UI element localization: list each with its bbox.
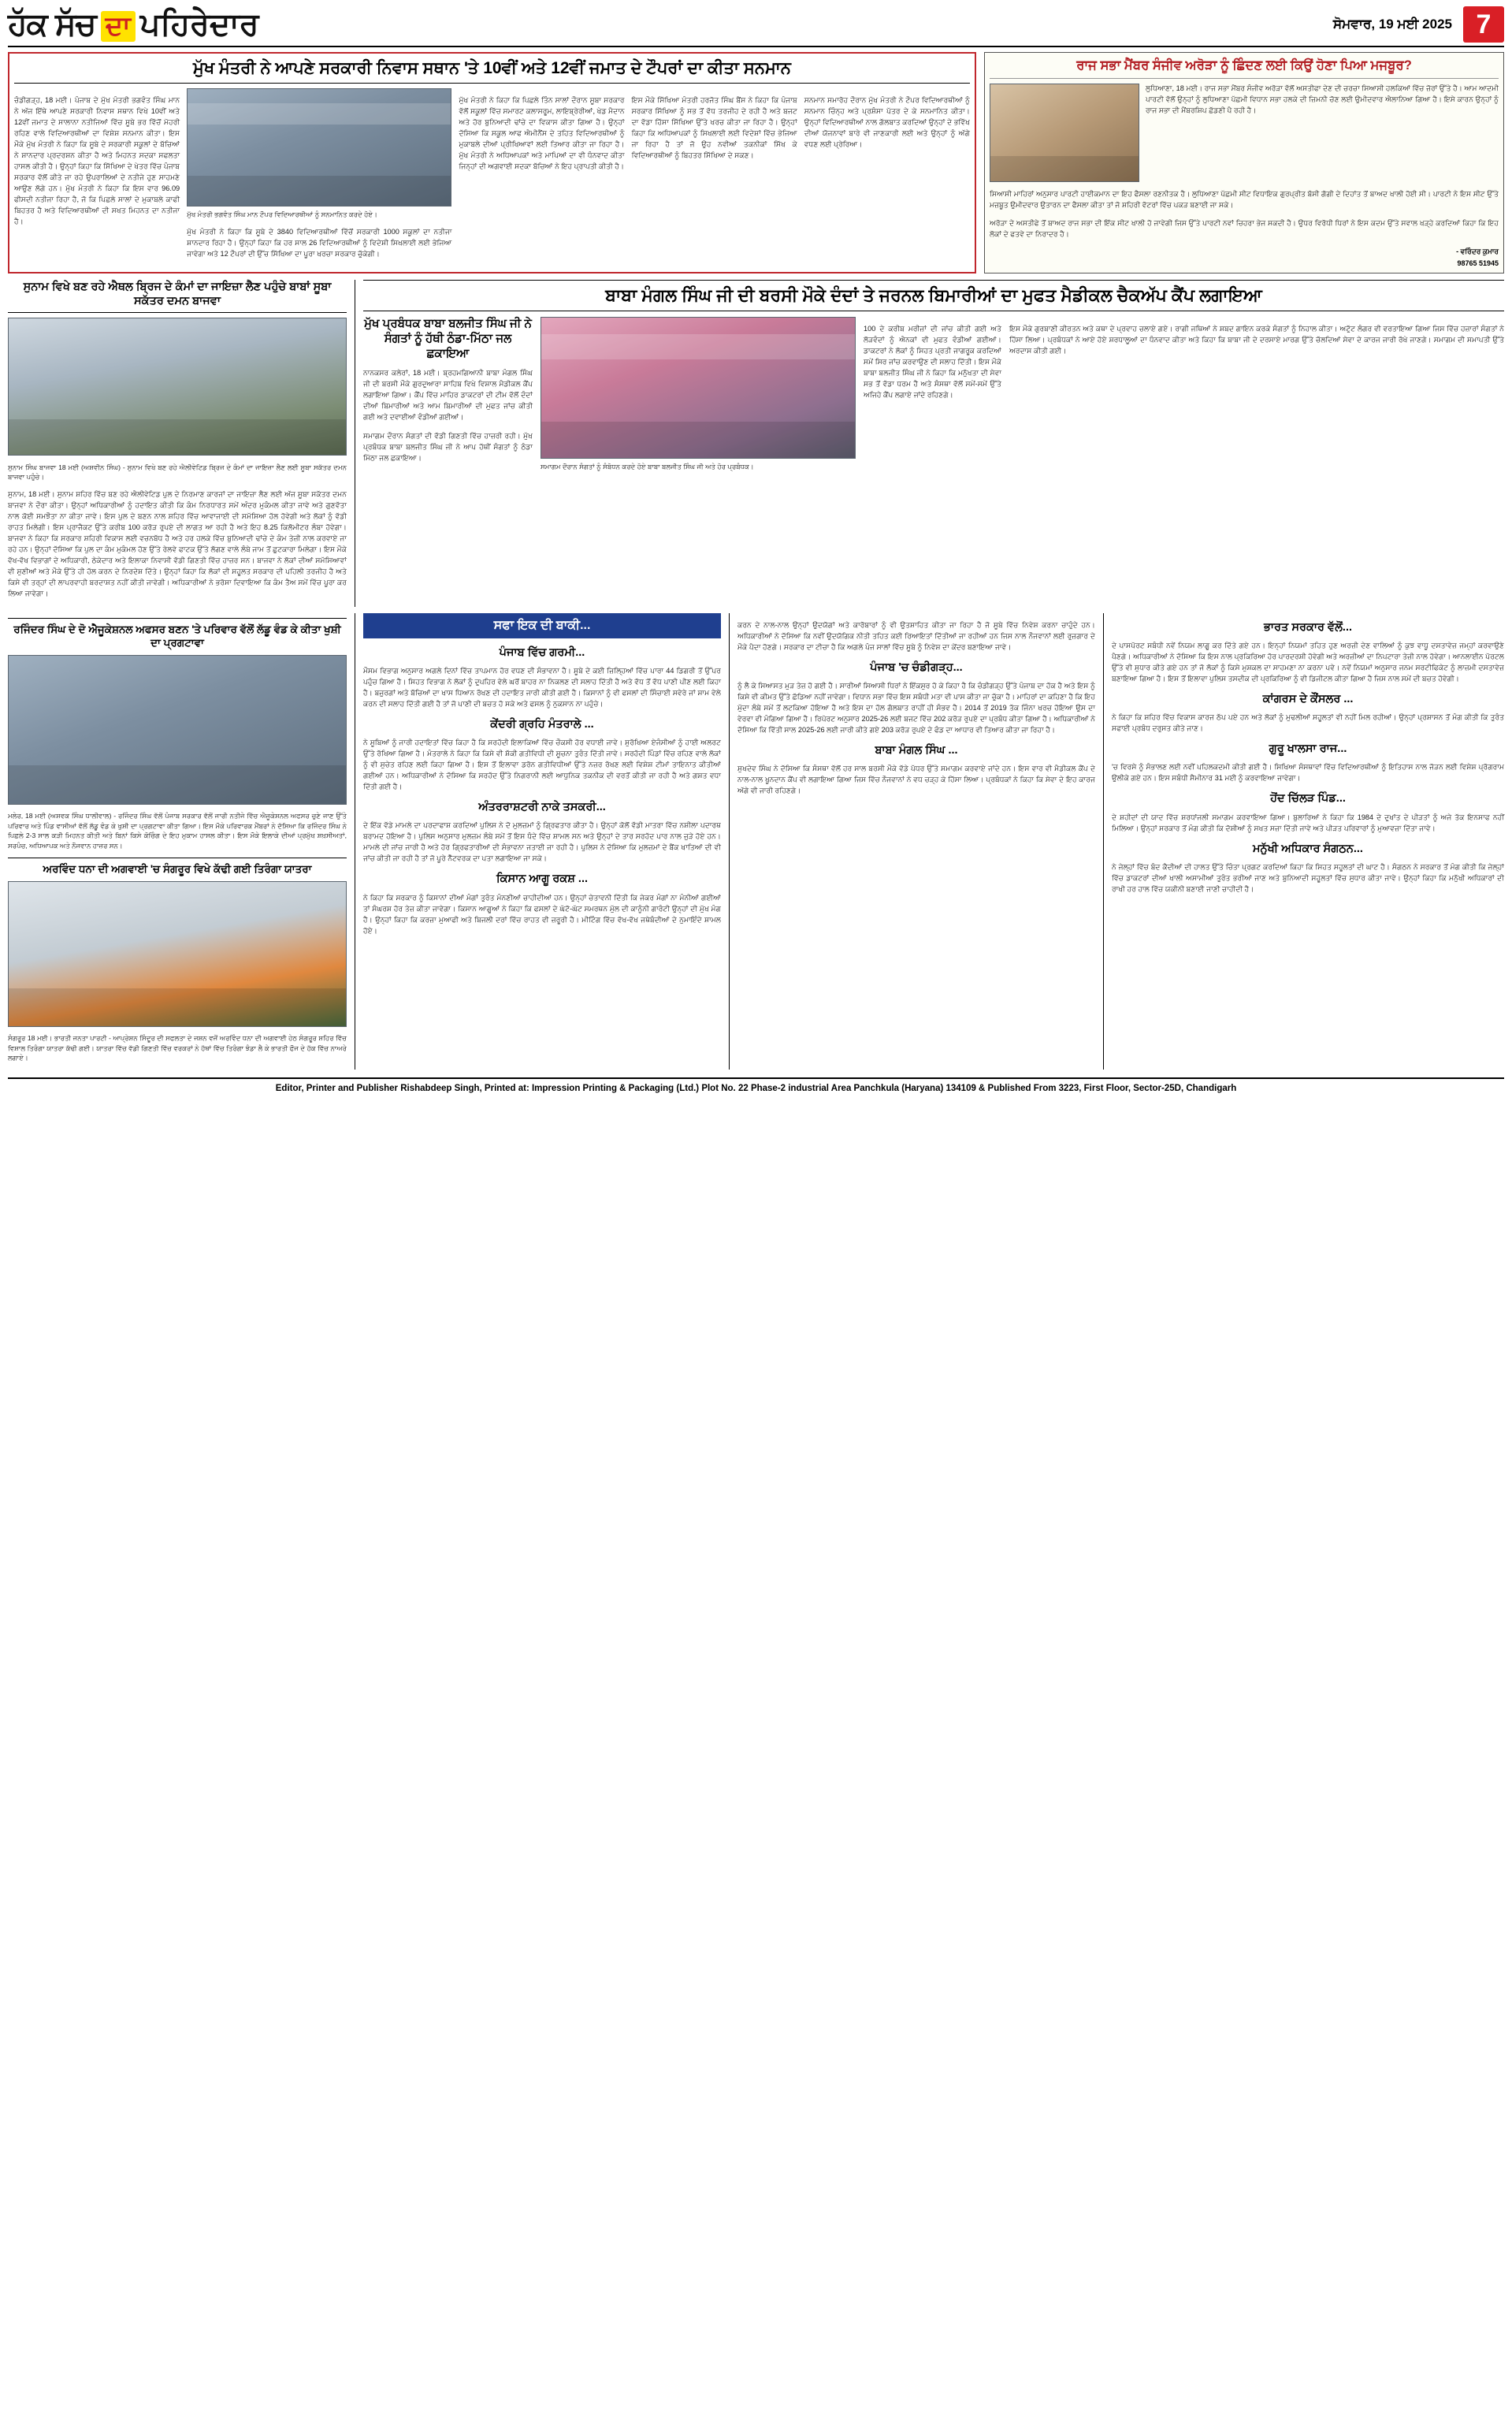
lead-photo [187,88,451,206]
rajya-sabha-para2: ਸਿਆਸੀ ਮਾਹਿਰਾਂ ਅਨੁਸਾਰ ਪਾਰਟੀ ਹਾਈਕਮਾਨ ਦਾ ਇਹ ਫੈਸਲਾ ਰਣਨੀਤਕ ਹੈ। ਲੁਧਿਆਣਾ ਪੱਛਮੀ ਸੀਟ ਵਿਧਾਇਕ ਗੁਰਪ੍ਰੀਤ ਬੱਸੀ ਗੋਗੀ ਦੇ ਦਿਹਾਂਤ ਤੋਂ ਬਾਅਦ ਖਾਲੀ ਹੋਈ ਸੀ। ਪਾਰਟੀ ਨੇ ਇਸ ਸੀਟ ਉੱਤੇ ਮਜ਼ਬੂਤ ਉਮੀਦਵਾਰ ਉਤਾਰਨ ਦਾ ਫੈਸਲਾ ਕੀਤਾ ਤਾਂ ਜੋ ਸ਼ਹਿਰੀ ਵੋਟਰਾਂ ਵਿੱਚ ਪਕੜ ਬਣਾਈ ਜਾ ਸਕੇ। [990,189,1499,209]
hond-chillar-title: ਹੋਂਦ ਚਿੱਲੜ ਪਿੰਡ... [1270,792,1346,806]
tiranga-yatra-headline: ਅਰਵਿੰਦ ਧਨਾ ਦੀ ਅਗਵਾਈ 'ਚ ਸੰਗਰੂਰ ਵਿਖੇ ਕੱਢੀ ਗਈ ਤਿਰੰਗਾ ਯਾਤਰਾ [43,862,312,875]
mangal-col2-text: 100 ਦੇ ਕਰੀਬ ਮਰੀਜ਼ਾਂ ਦੀ ਜਾਂਚ ਕੀਤੀ ਗਈ ਅਤੇ ਲੋੜਵੰਦਾਂ ਨੂੰ ਐਨਕਾਂ ਵੀ ਮੁਫਤ ਵੰਡੀਆਂ ਗਈਆਂ। ਡਾਕਟਰਾਂ ਨੇ ਲੋਕਾਂ ਨੂੰ ਸਿਹਤ ਪ੍ਰਤੀ ਜਾਗਰੂਕ ਕਰਦਿਆਂ ਸਮੇਂ ਸਿਰ ਜਾਂਚ ਕਰਵਾਉਣ ਦੀ ਸਲਾਹ ਦਿੱਤੀ। ਇਸ ਮੌਕੇ ਬਾਬਾ ਬਲਜੀਤ ਸਿੰਘ ਜੀ ਨੇ ਕਿਹਾ ਕਿ ਮਨੁੱਖਤਾ ਦੀ ਸੇਵਾ ਸਭ ਤੋਂ ਵੱਡਾ ਧਰਮ ਹੈ ਅਤੇ ਸੰਸਥਾ ਵੱਲੋਂ ਸਮੇਂ-ਸਮੇਂ ਉੱਤੇ ਅਜਿਹੇ ਕੈਂਪ ਲਗਾਏ ਜਾਂਦੇ ਰਹਿਣਗੇ। [864,325,1001,400]
second-section [8,280,1504,607]
lead-article [8,52,976,273]
mangal-singh-cont-body: ਸੁਖਦੇਵ ਸਿੰਘ ਨੇ ਦੱਸਿਆ ਕਿ ਸੰਸਥਾ ਵੱਲੋਂ ਹਰ ਸਾਲ ਬਰਸੀ ਮੌਕੇ ਵੱਡੇ ਪੱਧਰ ਉੱਤੇ ਸਮਾਗਮ ਕਰਵਾਏ ਜਾਂਦੇ ਹਨ। ਇਸ ਵਾਰ ਵੀ ਮੈਡੀਕਲ ਕੈਂਪ ਦੇ ਨਾਲ-ਨਾਲ ਖੂਨਦਾਨ ਕੈਂਪ ਵੀ ਲਗਾਇਆ ਗਿਆ ਜਿਸ ਵਿੱਚ ਨੌਜਵਾਨਾਂ ਨੇ ਵਧ ਚੜ੍ਹ ਕੇ ਹਿੱਸਾ ਲਿਆ। ਪ੍ਰਬੰਧਕਾਂ ਨੇ ਕਿਹਾ ਕਿ ਸੇਵਾ ਦੇ ਇਹ ਕਾਰਜ ਅੱਗੇ ਵੀ ਜਾਰੀ ਰਹਿਣਗੇ। [737,765,1095,795]
mangal-camp-photo [541,317,856,459]
rajya-sabha-byline: - ਵਰਿੰਦਰ ਕੁਮਾਰ [1456,247,1499,256]
masthead-right [1333,6,1504,43]
rajinder-family-photo [8,655,347,805]
masthead [8,6,1504,47]
page-number-badge: 7 [1463,6,1504,43]
mangal-singh-headline: ਬਾਬਾ ਮੰਗਲ ਸਿੰਘ ਜੀ ਦੀ ਬਰਸੀ ਮੌਕੇ ਦੰਦਾਂ ਤੇ ਜਰਨਲ ਬਿਮਾਰੀਆਂ ਦਾ ਮੁਫਤ ਮੈਡੀਕਲ ਚੈਕਅੱਪ ਕੈਂਪ ਲਗਾਇਆ [363,280,1504,311]
sunam-body: ਸੁਨਾਮ, 18 ਮਈ। ਸੁਨਾਮ ਸ਼ਹਿਰ ਵਿੱਚ ਬਣ ਰਹੇ ਐਲੀਵੇਟਿਡ ਪੁਲ ਦੇ ਨਿਰਮਾਣ ਕਾਰਜਾਂ ਦਾ ਜਾਇਜ਼ਾ ਲੈਣ ਲਈ ਅੱਜ ਸੂਬਾ ਸਕੱਤਰ ਦਮਨ ਬਾਜਵਾ ਨੇ ਦੌਰਾ ਕੀਤਾ। ਉਨ੍ਹਾਂ ਅਧਿਕਾਰੀਆਂ ਨੂੰ ਹਦਾਇਤ ਕੀਤੀ ਕਿ ਕੰਮ ਨਿਰਧਾਰਤ ਸਮੇਂ ਅੰਦਰ ਮੁਕੰਮਲ ਕੀਤਾ ਜਾਵੇ ਅਤੇ ਗੁਣਵੱਤਾ ਨਾਲ ਕੋਈ ਸਮਝੌਤਾ ਨਾ ਕੀਤਾ ਜਾਵੇ। ਇਸ ਪੁਲ ਦੇ ਬਣਨ ਨਾਲ ਸ਼ਹਿਰ ਵਿੱਚ ਆਵਾਜਾਈ ਦੀ ਸਮੱਸਿਆ ਹੱਲ ਹੋਵੇਗੀ ਅਤੇ ਲੋਕਾਂ ਨੂੰ ਵੱਡੀ ਰਾਹਤ ਮਿਲੇਗੀ। ਇਸ ਪ੍ਰਾਜੈਕਟ ਉੱਤੇ ਕਰੀਬ 100 ਕਰੋੜ ਰੁਪਏ ਦੀ ਲਾਗਤ ਆ ਰਹੀ ਹੈ ਅਤੇ ਇਹ 8.25 ਕਿਲੋਮੀਟਰ ਲੰਬਾ ਹੋਵੇਗਾ। ਬਾਜਵਾ ਨੇ ਕਿਹਾ ਕਿ ਸਰਕਾਰ ਸ਼ਹਿਰੀ ਵਿਕਾਸ ਲਈ ਵਚਨਬੱਧ ਹੈ ਅਤੇ ਹਰ ਹਲਕੇ ਵਿੱਚ ਬੁਨਿਆਦੀ ਢਾਂਚੇ ਦੇ ਕੰਮ ਤੇਜ਼ੀ ਨਾਲ ਕਰਵਾਏ ਜਾ ਰਹੇ ਹਨ। ਉਨ੍ਹਾਂ ਦੱਸਿਆ ਕਿ ਪੁਲ ਦਾ ਕੰਮ ਮੁਕੰਮਲ ਹੋਣ ਉੱਤੇ ਰੇਲਵੇ ਫਾਟਕ ਉੱਤੇ ਲੱਗਣ ਵਾਲੇ ਲੰਬੇ ਜਾਮ ਤੋਂ ਛੁਟਕਾਰਾ ਮਿਲੇਗਾ। ਇਸ ਮੌਕੇ ਵੱਖ-ਵੱਖ ਵਿਭਾਗਾਂ ਦੇ ਅਧਿਕਾਰੀ, ਠੇਕੇਦਾਰ ਅਤੇ ਇਲਾਕਾ ਨਿਵਾਸੀ ਵੱਡੀ ਗਿਣਤੀ ਵਿੱਚ ਹਾਜ਼ਰ ਸਨ। ਬਾਜਵਾ ਨੇ ਲੋਕਾਂ ਦੀਆਂ ਸਮੱਸਿਆਵਾਂ ਵੀ ਸੁਣੀਆਂ ਅਤੇ ਮੌਕੇ ਉੱਤੇ ਹੀ ਹੱਲ ਕਰਨ ਦੇ ਨਿਰਦੇਸ਼ ਦਿੱਤੇ। ਉਨ੍ਹਾਂ ਕਿਹਾ ਕਿ ਲੋਕਾਂ ਦੀ ਸਹੂਲਤ ਸਰਕਾਰ ਦੀ ਪਹਿਲੀ ਤਰਜੀਹ ਹੈ ਅਤੇ ਕਿਸੇ ਵੀ ਤਰ੍ਹਾਂ ਦੀ ਲਾਪਰਵਾਹੀ ਬਰਦਾਸ਼ਤ ਨਹੀਂ ਕੀਤੀ ਜਾਵੇਗੀ। ਅਧਿਕਾਰੀਆਂ ਨੇ ਭਰੋਸਾ ਦਿਵਾਇਆ ਕਿ ਕੰਮ ਤੈਅ ਸਮੇਂ ਵਿੱਚ ਪੂਰਾ ਕਰ ਲਿਆ ਜਾਵੇਗਾ। [8,489,347,597]
sunam-bridge-article [8,280,347,607]
page-footer: Editor, Printer and Publisher Rishabdeep Singh, Printed at: Impression Printing & Packaging (Ltd.) Plot No. 22 Phase-2 industrial Area Panchkula (Haryana) 134109 & Published From 3223, First Floor, Sector-25D, Chandigarh [8,1077,1504,1099]
lead-col2-text: ਮੁੱਖ ਮੰਤਰੀ ਨੇ ਕਿਹਾ ਕਿ ਪਿਛਲੇ ਤਿੰਨ ਸਾਲਾਂ ਦੌਰਾਨ ਸੂਬਾ ਸਰਕਾਰ ਵੱਲੋਂ ਸਕੂਲਾਂ ਵਿੱਚ ਸਮਾਰਟ ਕਲਾਸਰੂਮ, ਲਾਇਬ੍ਰੇਰੀਆਂ, ਖੇਡ ਮੈਦਾਨ ਅਤੇ ਹੋਰ ਬੁਨਿਆਦੀ ਢਾਂਚੇ ਦਾ ਵਿਕਾਸ ਕੀਤਾ ਗਿਆ ਹੈ। ਉਨ੍ਹਾਂ ਦੱਸਿਆ ਕਿ ਸਕੂਲ ਆਫ ਐਮੀਨੈਂਸ ਦੇ ਤਹਿਤ ਵਿਦਿਆਰਥੀਆਂ ਨੂੰ ਮੁਕਾਬਲੇ ਦੀਆਂ ਪ੍ਰੀਖਿਆਵਾਂ ਲਈ ਤਿਆਰ ਕੀਤਾ ਜਾ ਰਿਹਾ ਹੈ। ਮੁੱਖ ਮੰਤਰੀ ਨੇ ਅਧਿਆਪਕਾਂ ਅਤੇ ਮਾਪਿਆਂ ਦਾ ਵੀ ਧੰਨਵਾਦ ਕੀਤਾ ਜਿਨ੍ਹਾਂ ਦੀ ਅਗਵਾਈ ਸਦਕਾ ਬੱਚਿਆਂ ਨੇ ਇਹ ਪ੍ਰਾਪਤੀ ਕੀਤੀ ਹੈ। [459,96,625,171]
rajya-sabha-phone: 98765 51945 [1457,259,1499,268]
lead-col-2 [459,88,624,267]
mangal-col-3 [1009,317,1504,478]
sunam-headline: ਸੁਨਾਮ ਵਿਖੇ ਬਣ ਰਹੇ ਐਥਲ ਬ੍ਰਿਜ ਦੇ ਕੰਮਾਂ ਦਾ ਜਾਇਜ਼ਾ ਲੈਣ ਪਹੁੰਚੇ ਬਾਬਾਂ ਸੂਬਾ ਸਕੱਤਰ ਦਮਨ ਬਾਜਵਾ [8,280,347,313]
chandigarh-title: ਪੰਜਾਬ 'ਚ ਚੰਡੀਗੜ੍ਹ... [870,661,963,675]
continued-band: ਸਫਾ ਇਕ ਦੀ ਬਾਕੀ... [363,613,721,638]
rajya-sabha-top [990,84,1499,182]
main-content-grid [8,613,1504,1070]
human-rights-body: ਨੇ ਜੇਲ੍ਹਾਂ ਵਿੱਚ ਬੰਦ ਕੈਦੀਆਂ ਦੀ ਹਾਲਤ ਉੱਤੇ ਚਿੰਤਾ ਪ੍ਰਗਟ ਕਰਦਿਆਂ ਕਿਹਾ ਕਿ ਸਿਹਤ ਸਹੂਲਤਾਂ ਦੀ ਘਾਟ ਹੈ। ਸੰਗਠਨ ਨੇ ਸਰਕਾਰ ਤੋਂ ਮੰਗ ਕੀਤੀ ਕਿ ਜੇਲ੍ਹਾਂ ਵਿੱਚ ਡਾਕਟਰਾਂ ਦੀਆਂ ਖਾਲੀ ਅਸਾਮੀਆਂ ਤੁਰੰਤ ਭਰੀਆਂ ਜਾਣ ਅਤੇ ਬੁਨਿਆਦੀ ਸਹੂਲਤਾਂ ਵਿੱਚ ਸੁਧਾਰ ਕੀਤਾ ਜਾਵੇ। ਉਨ੍ਹਾਂ ਕਿਹਾ ਕਿ ਮਨੁੱਖੀ ਅਧਿਕਾਰਾਂ ਦੀ ਰਾਖੀ ਹਰ ਹਾਲ ਵਿੱਚ ਯਕੀਨੀ ਬਣਾਈ ਜਾਣੀ ਚਾਹੀਦੀ ਹੈ। [1112,862,1504,893]
column-d [1103,613,1504,1070]
lead-col3-text: ਇਸ ਮੌਕੇ ਸਿੱਖਿਆ ਮੰਤਰੀ ਹਰਜੋਤ ਸਿੰਘ ਬੈਂਸ ਨੇ ਕਿਹਾ ਕਿ ਪੰਜਾਬ ਸਰਕਾਰ ਸਿੱਖਿਆ ਨੂੰ ਸਭ ਤੋਂ ਵੱਧ ਤਰਜੀਹ ਦੇ ਰਹੀ ਹੈ ਅਤੇ ਬਜਟ ਦਾ ਵੱਡਾ ਹਿੱਸਾ ਸਿੱਖਿਆ ਉੱਤੇ ਖਰਚ ਕੀਤਾ ਜਾ ਰਿਹਾ ਹੈ। ਉਨ੍ਹਾਂ ਕਿਹਾ ਕਿ ਅਧਿਆਪਕਾਂ ਨੂੰ ਸਿਖਲਾਈ ਲਈ ਵਿਦੇਸ਼ਾਂ ਵਿੱਚ ਭੇਜਿਆ ਜਾ ਰਿਹਾ ਹੈ ਤਾਂ ਜੋ ਉਹ ਨਵੀਆਂ ਤਕਨੀਕਾਂ ਸਿੱਖ ਕੇ ਵਿਦਿਆਰਥੀਆਂ ਨੂੰ ਬਿਹਤਰ ਸਿੱਖਿਆ ਦੇ ਸਕਣ। [631,96,797,160]
khalsa-raj-body: 'ਚ ਵਿਰਸੇ ਨੂੰ ਸੰਭਾਲਣ ਲਈ ਨਵੀਂ ਪਹਿਲਕਦਮੀ ਕੀਤੀ ਗਈ ਹੈ। ਸਿਖਿਆ ਸੰਸਥਾਵਾਂ ਵਿੱਚ ਵਿਦਿਆਰਥੀਆਂ ਨੂੰ ਇਤਿਹਾਸ ਨਾਲ ਜੋੜਨ ਲਈ ਵਿਸ਼ੇਸ਼ ਪ੍ਰੋਗਰਾਮ ਉਲੀਕੇ ਗਏ ਹਨ। ਇਸ ਸਬੰਧੀ ਸੈਮੀਨਾਰ 31 ਮਈ ਨੂੰ ਕਰਵਾਇਆ ਜਾਵੇਗਾ। [1112,763,1504,783]
smuggling-title: ਅੰਤਰਰਾਸ਼ਟਰੀ ਨਾਕੇ ਤਸਕਰੀ... [478,801,606,814]
mangal-col-1 [363,317,533,478]
column-b [355,613,721,1070]
govt-india-title: ਭਾਰਤ ਸਰਕਾਰ ਵੱਲੋਂ... [1264,621,1352,634]
tiranga-yatra-photo [8,881,347,1027]
mangal-singh-cont-title: ਬਾਬਾ ਮੰਗਲ ਸਿੰਘ ... [875,744,958,757]
mangal-singh-columns [363,317,1504,478]
rajya-sabha-article [984,52,1504,273]
lead-photo-caption: ਮੁੱਖ ਮੰਤਰੀ ਭਗਵੰਤ ਸਿੰਘ ਮਾਨ ਟੌਪਰ ਵਿਦਿਆਰਥੀਆਂ ਨੂੰ ਸਨਮਾਨਿਤ ਕਰਦੇ ਹੋਏ। [187,210,377,219]
mangal-singh-article [355,280,1504,607]
chandigarh-body: ਨੂੰ ਲੈ ਕੇ ਸਿਆਸਤ ਮੁੜ ਤੇਜ਼ ਹੋ ਗਈ ਹੈ। ਸਾਰੀਆਂ ਸਿਆਸੀ ਧਿਰਾਂ ਨੇ ਇੱਕਸੁਰ ਹੋ ਕੇ ਕਿਹਾ ਹੈ ਕਿ ਚੰਡੀਗੜ੍ਹ ਉੱਤੇ ਪੰਜਾਬ ਦਾ ਹੱਕ ਹੈ ਅਤੇ ਇਸ ਨੂੰ ਕਿਸੇ ਵੀ ਕੀਮਤ ਉੱਤੇ ਛੱਡਿਆ ਨਹੀਂ ਜਾਵੇਗਾ। ਵਿਧਾਨ ਸਭਾ ਵਿੱਚ ਇਸ ਸਬੰਧੀ ਮਤਾ ਵੀ ਪਾਸ ਕੀਤਾ ਜਾ ਚੁੱਕਾ ਹੈ। ਮਾਹਿਰਾਂ ਦਾ ਕਹਿਣਾ ਹੈ ਕਿ ਇਹ ਮੁੱਦਾ ਲੰਬੇ ਸਮੇਂ ਤੋਂ ਲਟਕਿਆ ਹੋਇਆ ਹੈ ਅਤੇ ਇਸ ਦਾ ਹੱਲ ਗੱਲਬਾਤ ਰਾਹੀਂ ਹੀ ਸੰਭਵ ਹੈ। 2014 ਤੋਂ 2019 ਤੱਕ ਜਿੰਨਾ ਖਰਚ ਹੋਇਆ ਉਸ ਦਾ ਵੇਰਵਾ ਵੀ ਮੰਗਿਆ ਗਿਆ ਹੈ। ਰਿਪੋਰਟ ਅਨੁਸਾਰ 2025-26 ਲਈ ਬਜਟ ਵਿੱਚ 202 ਕਰੋੜ ਰੁਪਏ ਦਾ ਪ੍ਰਬੰਧ ਕੀਤਾ ਗਿਆ ਹੈ। ਅਧਿਕਾਰੀਆਂ ਨੇ ਦੱਸਿਆ ਕਿ ਵਿੱਤੀ ਸਾਲ 2025-26 ਲਈ ਜਾਰੀ ਕੀਤੇ ਗਏ 203 ਕਰੋੜ ਰੁਪਏ ਦੇ ਫੰਡ ਦਾ ਆਧਾਰ ਵੀ ਤਿਆਰ ਕੀਤਾ ਜਾ ਰਿਹਾ ਹੈ। [737,682,1095,735]
issue-date: ਸੋਮਵਾਰ, 19 ਮਈ 2025 [1332,17,1452,32]
sanjeev-arora-portrait [990,84,1139,182]
congress-councillor-title: ਕਾਂਗਰਸ ਦੇ ਕੌਂਸਲਰ ... [1262,693,1354,706]
lead-col-3 [632,88,797,267]
heat-title: ਪੰਜਾਬ ਵਿੱਚ ਗਰਮੀ... [499,646,585,659]
farmer-leader-title: ਕਿਸਾਨ ਆਗੂ ਰਕਸ਼ ... [496,872,588,886]
mangal-photo-caption: ਸਮਾਗਮ ਦੌਰਾਨ ਸੰਗਤਾਂ ਨੂੰ ਸੰਬੋਧਨ ਕਰਦੇ ਹੋਏ ਬਾਬਾ ਬਲਜੀਤ ਸਿੰਘ ਜੀ ਅਤੇ ਹੋਰ ਪ੍ਰਬੰਧਕ। [541,463,754,471]
mangal-col1-text: ਨਾਨਕਸਰ ਕਲੇਰਾਂ, 18 ਮਈ। ਬ੍ਰਹਮਗਿਆਨੀ ਬਾਬਾ ਮੰਗਲ ਸਿੰਘ ਜੀ ਦੀ ਬਰਸੀ ਮੌਕੇ ਗੁਰਦੁਆਰਾ ਸਾਹਿਬ ਵਿਖੇ ਵਿਸ਼ਾਲ ਮੈਡੀਕਲ ਕੈਂਪ ਲਗਾਇਆ ਗਿਆ। ਕੈਂਪ ਵਿੱਚ ਮਾਹਿਰ ਡਾਕਟਰਾਂ ਦੀ ਟੀਮ ਵੱਲੋਂ ਦੰਦਾਂ ਦੀਆਂ ਬਿਮਾਰੀਆਂ ਅਤੇ ਆਮ ਬਿਮਾਰੀਆਂ ਦੀ ਮੁਫਤ ਜਾਂਚ ਕੀਤੀ ਗਈ ਅਤੇ ਦਵਾਈਆਂ ਵੰਡੀਆਂ ਗਈਆਂ। [363,369,533,422]
newspaper-logo [8,7,259,43]
logo-main-text: ਹੱਕ ਸੱਚ [8,6,96,42]
lead-col-photo [187,88,451,267]
lead-headline: ਮੁੱਖ ਮੰਤਰੀ ਨੇ ਆਪਣੇ ਸਰਕਾਰੀ ਨਿਵਾਸ ਸਥਾਨ 'ਤੇ 10ਵੀਂ ਅਤੇ 12ਵੀਂ ਜਮਾਤ ਦੇ ਟੌਪਰਾਂ ਦਾ ਕੀਤਾ ਸਨਮਾਨ [14,58,970,84]
farmer-leader-body: ਨੇ ਕਿਹਾ ਕਿ ਸਰਕਾਰ ਨੂੰ ਕਿਸਾਨਾਂ ਦੀਆਂ ਮੰਗਾਂ ਤੁਰੰਤ ਮੰਨਣੀਆਂ ਚਾਹੀਦੀਆਂ ਹਨ। ਉਨ੍ਹਾਂ ਚੇਤਾਵਨੀ ਦਿੱਤੀ ਕਿ ਜੇਕਰ ਮੰਗਾਂ ਨਾ ਮੰਨੀਆਂ ਗਈਆਂ ਤਾਂ ਸੰਘਰਸ਼ ਹੋਰ ਤੇਜ਼ ਕੀਤਾ ਜਾਵੇਗਾ। ਕਿਸਾਨ ਆਗੂਆਂ ਨੇ ਕਿਹਾ ਕਿ ਫਸਲਾਂ ਦੇ ਘੱਟੋ-ਘੱਟ ਸਮਰਥਨ ਮੁੱਲ ਦੀ ਕਾਨੂੰਨੀ ਗਾਰੰਟੀ ਉਨ੍ਹਾਂ ਦੀ ਮੁੱਖ ਮੰਗ ਹੈ। ਉਨ੍ਹਾਂ ਕਿਹਾ ਕਿ ਕਰਜ਼ਾ ਮੁਆਫੀ ਅਤੇ ਬਿਜਲੀ ਦਰਾਂ ਵਿੱਚ ਰਾਹਤ ਵੀ ਜ਼ਰੂਰੀ ਹੈ। ਮੀਟਿੰਗ ਵਿੱਚ ਵੱਖ-ਵੱਖ ਜਥੇਬੰਦੀਆਂ ਦੇ ਨੁਮਾਇੰਦੇ ਸ਼ਾਮਲ ਹੋਏ। [363,893,721,935]
sunam-photo [8,318,347,456]
mangal-col-photo [541,317,856,478]
rajya-sabha-para3: ਅਰੋੜਾ ਦੇ ਅਸਤੀਫੇ ਤੋਂ ਬਾਅਦ ਰਾਜ ਸਭਾ ਦੀ ਇੱਕ ਸੀਟ ਖਾਲੀ ਹੋ ਜਾਵੇਗੀ ਜਿਸ ਉੱਤੇ ਪਾਰਟੀ ਨਵਾਂ ਚਿਹਰਾ ਭੇਜ ਸਕਦੀ ਹੈ। ਉਧਰ ਵਿਰੋਧੀ ਧਿਰਾਂ ਨੇ ਇਸ ਕਦਮ ਉੱਤੇ ਸਵਾਲ ਖੜ੍ਹੇ ਕਰਦਿਆਂ ਕਿਹਾ ਕਿ ਇਹ ਲੋਕਾਂ ਦੇ ਫਤਵੇ ਦਾ ਨਿਰਾਦਰ ਹੈ। [990,218,1499,238]
home-ministry-title: ਕੇਂਦਰੀ ਗ੍ਰਹਿ ਮੰਤਰਾਲੇ ... [490,718,594,731]
rajinder-caption: ਮਲੇਰ, 18 ਮਈ (ਅਸ਼ਵਕ ਸਿੰਘ ਧਾਲੀਵਾਲ) - ਰਜਿੰਦਰ ਸਿੰਘ ਵੱਲੋਂ ਪੰਜਾਬ ਸਰਕਾਰ ਵੱਲੋਂ ਜਾਰੀ ਨਤੀਜੇ ਵਿੱਚ ਐਜੂਕੇਸ਼ਨਲ ਅਫਸਰ ਚੁਣੇ ਜਾਣ ਉੱਤੇ ਪਰਿਵਾਰ ਅਤੇ ਪਿੰਡ ਵਾਸੀਆਂ ਵੱਲੋਂ ਲੱਡੂ ਵੰਡ ਕੇ ਖੁਸ਼ੀ ਦਾ ਪ੍ਰਗਟਾਵਾ ਕੀਤਾ ਗਿਆ। ਇਸ ਮੌਕੇ ਪਰਿਵਾਰਕ ਮੈਂਬਰਾਂ ਨੇ ਦੱਸਿਆ ਕਿ ਰਜਿੰਦਰ ਸਿੰਘ ਨੇ ਪਿਛਲੇ 2-3 ਸਾਲ ਕੜੀ ਮਿਹਨਤ ਕੀਤੀ ਅਤੇ ਬਿਨਾਂ ਕਿਸੇ ਕੋਚਿੰਗ ਦੇ ਇਹ ਮੁਕਾਮ ਹਾਸਲ ਕੀਤਾ। ਇਸ ਮੌਕੇ ਇਲਾਕੇ ਦੀਆਂ ਪ੍ਰਮੁੱਖ ਸ਼ਖ਼ਸੀਅਤਾਂ, ਸਰਪੰਚ, ਅਧਿਆਪਕ ਅਤੇ ਨੌਜਵਾਨ ਹਾਜ਼ਰ ਸਨ। [8,812,347,850]
lead-columns [14,88,970,267]
mangal-sub-headline: ਮੁੱਖ ਪ੍ਰਬੰਧਕ ਬਾਬਾ ਬਲਜੀਤ ਸਿੰਘ ਜੀ ਨੇ ਸੰਗਤਾਂ ਨੂੰ ਹੱਥੀ ਠੰਡਾ-ਮਿੱਠਾ ਜਲ ਛਕਾਇਆ [364,317,532,360]
human-rights-title: ਮਨੁੱਖੀ ਅਧਿਕਾਰ ਸੰਗਠਨ... [1253,842,1363,855]
logo-accent-text: ਦਾ [101,11,136,42]
sunam-caption: ਸੁਨਾਮ ਸਿੰਘ ਬਾਜਵਾ 18 ਮਈ (ਅਸ਼ਵੀਨ ਸਿੰਘ) - ਸੁਨਾਮ ਵਿਖੇ ਬਣ ਰਹੇ ਐਲੀਵੇਟਿਡ ਬ੍ਰਿਜ ਦੇ ਕੰਮਾਂ ਦਾ ਜਾਇਜ਼ਾ ਲੈਣ ਲਈ ਸੂਬਾ ਸਕੱਤਰ ਦਮਨ ਬਾਜਵਾ ਪਹੁੰਚੇ। [8,463,347,482]
rajya-sabha-para1: ਲੁਧਿਆਣਾ, 18 ਮਈ। ਰਾਜ ਸਭਾ ਮੈਂਬਰ ਸੰਜੀਵ ਅਰੋੜਾ ਵੱਲੋਂ ਅਸਤੀਫਾ ਦੇਣ ਦੀ ਚਰਚਾ ਸਿਆਸੀ ਹਲਕਿਆਂ ਵਿੱਚ ਜ਼ੋਰਾਂ ਉੱਤੇ ਹੈ। ਆਮ ਆਦਮੀ ਪਾਰਟੀ ਵੱਲੋਂ ਉਨ੍ਹਾਂ ਨੂੰ ਲੁਧਿਆਣਾ ਪੱਛਮੀ ਵਿਧਾਨ ਸਭਾ ਹਲਕੇ ਦੀ ਜ਼ਿਮਨੀ ਚੋਣ ਲਈ ਉਮੀਦਵਾਰ ਐਲਾਨਿਆ ਗਿਆ ਹੈ। ਇਸੇ ਕਾਰਨ ਉਨ੍ਹਾਂ ਨੂੰ ਰਾਜ ਸਭਾ ਦੀ ਮੈਂਬਰਸ਼ਿਪ ਛੱਡਣੀ ਪੈ ਰਹੀ ਹੈ। [1146,84,1499,114]
mangal-col-2 [864,317,1001,478]
col-c-body-1: ਕਰਨ ਦੇ ਨਾਲ-ਨਾਲ ਉਨ੍ਹਾਂ ਉਦਯੋਗਾਂ ਅਤੇ ਕਾਰੋਬਾਰਾਂ ਨੂੰ ਵੀ ਉਤਸ਼ਾਹਿਤ ਕੀਤਾ ਜਾ ਰਿਹਾ ਹੈ ਜੋ ਸੂਬੇ ਵਿੱਚ ਨਿਵੇਸ਼ ਕਰਨਾ ਚਾਹੁੰਦੇ ਹਨ। ਅਧਿਕਾਰੀਆਂ ਨੇ ਦੱਸਿਆ ਕਿ ਨਵੀਂ ਉਦਯੋਗਿਕ ਨੀਤੀ ਤਹਿਤ ਕਈ ਰਿਆਇਤਾਂ ਦਿੱਤੀਆਂ ਜਾ ਰਹੀਆਂ ਹਨ ਜਿਸ ਨਾਲ ਨੌਜਵਾਨਾਂ ਲਈ ਰੁਜ਼ਗਾਰ ਦੇ ਮੌਕੇ ਪੈਦਾ ਹੋਣਗੇ। ਸਰਕਾਰ ਦਾ ਟੀਚਾ ਹੈ ਕਿ ਅਗਲੇ ਪੰਜ ਸਾਲਾਂ ਵਿੱਚ ਸੂਬੇ ਨੂੰ ਨਿਵੇਸ਼ ਦਾ ਕੇਂਦਰ ਬਣਾਇਆ ਜਾਵੇ। [737,621,1095,652]
lead-col-4 [804,88,970,267]
mangal-col3-text: ਇਸ ਮੌਕੇ ਗੁਰਬਾਣੀ ਕੀਰਤਨ ਅਤੇ ਕਥਾ ਦੇ ਪ੍ਰਵਾਹ ਚਲਾਏ ਗਏ। ਰਾਗੀ ਜਥਿਆਂ ਨੇ ਸ਼ਬਦ ਗਾਇਨ ਕਰਕੇ ਸੰਗਤਾਂ ਨੂੰ ਨਿਹਾਲ ਕੀਤਾ। ਅਟੁੱਟ ਲੰਗਰ ਵੀ ਵਰਤਾਇਆ ਗਿਆ ਜਿਸ ਵਿੱਚ ਹਜ਼ਾਰਾਂ ਸੰਗਤਾਂ ਨੇ ਹਿੱਸਾ ਲਿਆ। ਪ੍ਰਬੰਧਕਾਂ ਨੇ ਆਏ ਹੋਏ ਸ਼ਰਧਾਲੂਆਂ ਦਾ ਧੰਨਵਾਦ ਕੀਤਾ ਅਤੇ ਕਿਹਾ ਕਿ ਬਾਬਾ ਜੀ ਦੇ ਦਰਸਾਏ ਮਾਰਗ ਉੱਤੇ ਚੱਲਦਿਆਂ ਸੇਵਾ ਦੇ ਕਾਰਜ ਜਾਰੀ ਰੱਖੇ ਜਾਣਗੇ। ਸਮਾਗਮ ਦੀ ਸਮਾਪਤੀ ਉੱਤੇ ਅਰਦਾਸ ਕੀਤੀ ਗਈ। [1009,325,1504,355]
khalsa-raj-title: ਗੁਰੂ ਖਾਲਸਾ ਰਾਜ... [1269,742,1347,756]
mangal-col1b-text: ਸਮਾਗਮ ਦੌਰਾਨ ਸੰਗਤਾਂ ਦੀ ਵੱਡੀ ਗਿਣਤੀ ਵਿੱਚ ਹਾਜ਼ਰੀ ਰਹੀ। ਮੁੱਖ ਪ੍ਰਬੰਧਕ ਬਾਬਾ ਬਲਜੀਤ ਸਿੰਘ ਜੀ ਨੇ ਆਪ ਹੱਥੀਂ ਸੰਗਤਾਂ ਨੂੰ ਠੰਡਾ ਮਿੱਠਾ ਜਲ ਛਕਾਇਆ। [363,431,533,462]
logo-sub-text: ਪਹਿਰੇਦਾਰ [139,6,259,42]
column-c [729,613,1095,1070]
congress-councillor-body: ਨੇ ਕਿਹਾ ਕਿ ਸ਼ਹਿਰ ਵਿੱਚ ਵਿਕਾਸ ਕਾਰਜ ਠੱਪ ਪਏ ਹਨ ਅਤੇ ਲੋਕਾਂ ਨੂੰ ਮੁਢਲੀਆਂ ਸਹੂਲਤਾਂ ਵੀ ਨਹੀਂ ਮਿਲ ਰਹੀਆਂ। ਉਨ੍ਹਾਂ ਪ੍ਰਸ਼ਾਸਨ ਤੋਂ ਮੰਗ ਕੀਤੀ ਕਿ ਤੁਰੰਤ ਸਫਾਈ ਪ੍ਰਬੰਧ ਦਰੁਸਤ ਕੀਤੇ ਜਾਣ। [1112,713,1504,733]
lead-col1-text: ਚੰਡੀਗੜ੍ਹ, 18 ਮਈ। ਪੰਜਾਬ ਦੇ ਮੁੱਖ ਮੰਤਰੀ ਭਗਵੰਤ ਸਿੰਘ ਮਾਨ ਨੇ ਅੱਜ ਇੱਥੇ ਆਪਣੇ ਸਰਕਾਰੀ ਨਿਵਾਸ ਸਥਾਨ ਵਿਖੇ 10ਵੀਂ ਅਤੇ 12ਵੀਂ ਜਮਾਤ ਦੇ ਸਾਲਾਨਾ ਨਤੀਜਿਆਂ ਵਿੱਚ ਸੂਬੇ ਭਰ ਵਿੱਚੋਂ ਮੋਹਰੀ ਰਹਿਣ ਵਾਲੇ ਵਿਦਿਆਰਥੀਆਂ ਦਾ ਵਿਸ਼ੇਸ਼ ਸਨਮਾਨ ਕੀਤਾ। ਇਸ ਮੌਕੇ ਮੁੱਖ ਮੰਤਰੀ ਨੇ ਕਿਹਾ ਕਿ ਸੂਬੇ ਦੇ ਸਰਕਾਰੀ ਸਕੂਲਾਂ ਦੇ ਬੱਚਿਆਂ ਨੇ ਸ਼ਾਨਦਾਰ ਪ੍ਰਦਰਸ਼ਨ ਕੀਤਾ ਹੈ ਅਤੇ ਮਿਹਨਤ ਸਦਕਾ ਸਫਲਤਾ ਹਾਸਲ ਕੀਤੀ ਹੈ। ਉਨ੍ਹਾਂ ਕਿਹਾ ਕਿ ਸਿੱਖਿਆ ਦੇ ਖੇਤਰ ਵਿੱਚ ਪੰਜਾਬ ਸਰਕਾਰ ਵੱਲੋਂ ਕੀਤੇ ਜਾ ਰਹੇ ਉਪਰਾਲਿਆਂ ਦੇ ਨਤੀਜੇ ਹੁਣ ਸਾਹਮਣੇ ਆਉਣ ਲੱਗੇ ਹਨ। ਮੁੱਖ ਮੰਤਰੀ ਨੇ ਕਿਹਾ ਕਿ ਇਸ ਵਾਰ 96.09 ਫੀਸਦੀ ਨਤੀਜਾ ਰਿਹਾ ਹੈ, ਜੋ ਕਿ ਪਿਛਲੇ ਸਾਲਾਂ ਦੇ ਮੁਕਾਬਲੇ ਕਾਫੀ ਬਿਹਤਰ ਹੈ ਅਤੇ ਵਿਦਿਆਰਥੀਆਂ ਦੀ ਸਖਤ ਮਿਹਨਤ ਦਾ ਨਤੀਜਾ ਹੈ। [14,96,180,226]
smuggling-body: ਦੇ ਇੱਕ ਵੱਡੇ ਮਾਮਲੇ ਦਾ ਪਰਦਾਫਾਸ਼ ਕਰਦਿਆਂ ਪੁਲਿਸ ਨੇ ਦੋ ਮੁਲਜ਼ਮਾਂ ਨੂੰ ਗ੍ਰਿਫਤਾਰ ਕੀਤਾ ਹੈ। ਉਨ੍ਹਾਂ ਕੋਲੋਂ ਵੱਡੀ ਮਾਤਰਾ ਵਿੱਚ ਨਸ਼ੀਲਾ ਪਦਾਰਥ ਬਰਾਮਦ ਹੋਇਆ ਹੈ। ਪੁਲਿਸ ਅਨੁਸਾਰ ਮੁਲਜ਼ਮ ਲੰਬੇ ਸਮੇਂ ਤੋਂ ਇਸ ਧੰਦੇ ਵਿੱਚ ਸ਼ਾਮਲ ਸਨ ਅਤੇ ਉਨ੍ਹਾਂ ਦੇ ਤਾਰ ਸਰਹੱਦ ਪਾਰ ਨਾਲ ਜੁੜੇ ਹੋਏ ਹਨ। ਮਾਮਲੇ ਦੀ ਜਾਂਚ ਜਾਰੀ ਹੈ ਅਤੇ ਹੋਰ ਗ੍ਰਿਫਤਾਰੀਆਂ ਦੀ ਸੰਭਾਵਨਾ ਜਤਾਈ ਜਾ ਰਹੀ ਹੈ। ਪੁਲਿਸ ਨੇ ਦੱਸਿਆ ਕਿ ਮੁਲਜ਼ਮਾਂ ਦੇ ਬੈਂਕ ਖਾਤਿਆਂ ਦੀ ਵੀ ਜਾਂਚ ਕੀਤੀ ਜਾ ਰਹੀ ਹੈ ਤਾਂ ਜੋ ਪੂਰੇ ਨੈੱਟਵਰਕ ਦਾ ਪਤਾ ਲਗਾਇਆ ਜਾ ਸਕੇ। [363,821,721,863]
govt-india-body: ਦੇ ਪਾਸਪੋਰਟ ਸਬੰਧੀ ਨਵੇਂ ਨਿਯਮ ਲਾਗੂ ਕਰ ਦਿੱਤੇ ਗਏ ਹਨ। ਇਨ੍ਹਾਂ ਨਿਯਮਾਂ ਤਹਿਤ ਹੁਣ ਅਰਜ਼ੀ ਦੇਣ ਵਾਲਿਆਂ ਨੂੰ ਕੁਝ ਵਾਧੂ ਦਸਤਾਵੇਜ਼ ਜਮ੍ਹਾਂ ਕਰਵਾਉਣੇ ਪੈਣਗੇ। ਅਧਿਕਾਰੀਆਂ ਨੇ ਦੱਸਿਆ ਕਿ ਇਸ ਨਾਲ ਪ੍ਰਕਿਰਿਆ ਹੋਰ ਪਾਰਦਰਸ਼ੀ ਹੋਵੇਗੀ ਅਤੇ ਅਰਜ਼ੀਆਂ ਦਾ ਨਿਪਟਾਰਾ ਤੇਜ਼ੀ ਨਾਲ ਹੋਵੇਗਾ। ਆਨਲਾਈਨ ਪੋਰਟਲ ਉੱਤੇ ਵੀ ਸੁਧਾਰ ਕੀਤੇ ਗਏ ਹਨ ਤਾਂ ਜੋ ਲੋਕਾਂ ਨੂੰ ਕਿਸੇ ਮੁਸ਼ਕਲ ਦਾ ਸਾਹਮਣਾ ਨਾ ਕਰਨਾ ਪਵੇ। ਨਵੇਂ ਨਿਯਮਾਂ ਅਨੁਸਾਰ ਜਨਮ ਸਰਟੀਫਿਕੇਟ ਨੂੰ ਲਾਜ਼ਮੀ ਦਸਤਾਵੇਜ਼ ਬਣਾਇਆ ਗਿਆ ਹੈ। ਇਸ ਤੋਂ ਇਲਾਵਾ ਪੁਲਿਸ ਤਸਦੀਕ ਦੀ ਪ੍ਰਕਿਰਿਆ ਨੂੰ ਵੀ ਡਿਜੀਟਲ ਕੀਤਾ ਗਿਆ ਹੈ ਜਿਸ ਨਾਲ ਸਮੇਂ ਦੀ ਬਚਤ ਹੋਵੇਗੀ। [1112,642,1504,683]
tiranga-yatra-caption: ਸੰਗਰੂਰ 18 ਮਈ। ਭਾਰਤੀ ਜਨਤਾ ਪਾਰਟੀ - ਆਪ੍ਰੇਸ਼ਨ ਸਿੰਦੂਰ ਦੀ ਸਫਲਤਾ ਦੇ ਜਸ਼ਨ ਵਜੋਂ ਅਰਵਿੰਦ ਧਨਾ ਦੀ ਅਗਵਾਈ ਹੇਠ ਸੰਗਰੂਰ ਸ਼ਹਿਰ ਵਿੱਚ ਵਿਸ਼ਾਲ ਤਿਰੰਗਾ ਯਾਤਰਾ ਕੱਢੀ ਗਈ। ਯਾਤਰਾ ਵਿੱਚ ਵੱਡੀ ਗਿਣਤੀ ਵਿੱਚ ਵਰਕਰਾਂ ਨੇ ਹੱਥਾਂ ਵਿੱਚ ਤਿਰੰਗਾ ਝੰਡਾ ਲੈ ਕੇ ਭਾਰਤੀ ਫੌਜ ਦੇ ਹੱਕ ਵਿੱਚ ਨਾਅਰੇ ਲਗਾਏ। [8,1034,347,1062]
lead-photo-sub: ਮੁੱਖ ਮੰਤਰੀ ਨੇ ਕਿਹਾ ਕਿ ਸੂਬੇ ਦੇ 3840 ਵਿਦਿਆਰਥੀਆਂ ਵਿੱਚੋਂ ਸਰਕਾਰੀ 1000 ਸਕੂਲਾਂ ਦਾ ਨਤੀਜਾ ਸ਼ਾਨਦਾਰ ਰਿਹਾ ਹੈ। ਉਨ੍ਹਾਂ ਕਿਹਾ ਕਿ ਹਰ ਸਾਲ 26 ਵਿਦਿਆਰਥੀਆਂ ਨੂੰ ਵਿਦੇਸ਼ੀ ਸਿਖਲਾਈ ਲਈ ਭੇਜਿਆ ਜਾਵੇਗਾ ਅਤੇ 12 ਟੌਪਰਾਂ ਦੀ ਉੱਚ ਸਿੱਖਿਆ ਦਾ ਪੂਰਾ ਖਰਚਾ ਸਰਕਾਰ ਚੁੱਕੇਗੀ। [187,227,452,258]
rajinder-headline: ਰਜਿੰਦਰ ਸਿੰਘ ਦੇ ਦੋ ਐਜੂਕੇਸ਼ਨਲ ਅਫਸਰ ਬਣਨ 'ਤੇ ਪਰਿਵਾਰ ਵੱਲੋਂ ਲੱਡੂ ਵੰਡ ਕੇ ਕੀਤਾ ਖੁਸ਼ੀ ਦਾ ਪ੍ਰਗਟਾਵਾ [13,623,341,649]
lead-col-1 [14,88,180,267]
lead-col4-text: ਸਨਮਾਨ ਸਮਾਰੋਹ ਦੌਰਾਨ ਮੁੱਖ ਮੰਤਰੀ ਨੇ ਟੌਪਰ ਵਿਦਿਆਰਥੀਆਂ ਨੂੰ ਸਨਮਾਨ ਚਿੰਨ੍ਹ ਅਤੇ ਪ੍ਰਸ਼ੰਸਾ ਪੱਤਰ ਦੇ ਕੇ ਸਨਮਾਨਿਤ ਕੀਤਾ। ਉਨ੍ਹਾਂ ਵਿਦਿਆਰਥੀਆਂ ਨਾਲ ਗੱਲਬਾਤ ਕਰਦਿਆਂ ਉਨ੍ਹਾਂ ਦੇ ਭਵਿੱਖ ਦੀਆਂ ਯੋਜਨਾਵਾਂ ਬਾਰੇ ਵੀ ਜਾਣਕਾਰੀ ਲਈ ਅਤੇ ਉਨ੍ਹਾਂ ਨੂੰ ਅੱਗੇ ਵਧਣ ਲਈ ਪ੍ਰੇਰਿਆ। [804,96,970,149]
hond-chillar-body: ਦੇ ਸ਼ਹੀਦਾਂ ਦੀ ਯਾਦ ਵਿੱਚ ਸ਼ਰਧਾਂਜਲੀ ਸਮਾਗਮ ਕਰਵਾਇਆ ਗਿਆ। ਬੁਲਾਰਿਆਂ ਨੇ ਕਿਹਾ ਕਿ 1984 ਦੇ ਦੁਖਾਂਤ ਦੇ ਪੀੜਤਾਂ ਨੂੰ ਅਜੇ ਤੱਕ ਇਨਸਾਫ ਨਹੀਂ ਮਿਲਿਆ। ਉਨ੍ਹਾਂ ਸਰਕਾਰ ਤੋਂ ਮੰਗ ਕੀਤੀ ਕਿ ਦੋਸ਼ੀਆਂ ਨੂੰ ਸਖਤ ਸਜ਼ਾ ਦਿੱਤੀ ਜਾਵੇ ਅਤੇ ਪੀੜਤ ਪਰਿਵਾਰਾਂ ਨੂੰ ਮੁਆਵਜ਼ਾ ਦਿੱਤਾ ਜਾਵੇ। [1112,813,1504,832]
rajya-sabha-headline: ਰਾਜ ਸਭਾ ਮੈਂਬਰ ਸੰਜੀਵ ਅਰੋੜਾ ਨੂੰ ਛਿੰਦਣ ਲਈ ਕਿਉਂ ਹੋਣਾ ਪਿਆ ਮਜਬੂਰ? [990,58,1499,79]
top-section [8,52,1504,273]
column-a [8,613,347,1070]
heat-body: ਮੌਸਮ ਵਿਭਾਗ ਅਨੁਸਾਰ ਅਗਲੇ ਦਿਨਾਂ ਵਿੱਚ ਤਾਪਮਾਨ ਹੋਰ ਵਧਣ ਦੀ ਸੰਭਾਵਨਾ ਹੈ। ਸੂਬੇ ਦੇ ਕਈ ਜ਼ਿਲ੍ਹਿਆਂ ਵਿੱਚ ਪਾਰਾ 44 ਡਿਗਰੀ ਤੋਂ ਉੱਪਰ ਪਹੁੰਚ ਗਿਆ ਹੈ। ਸਿਹਤ ਵਿਭਾਗ ਨੇ ਲੋਕਾਂ ਨੂੰ ਦੁਪਹਿਰ ਵੇਲੇ ਘਰੋਂ ਬਾਹਰ ਨਾ ਨਿਕਲਣ ਦੀ ਸਲਾਹ ਦਿੱਤੀ ਹੈ ਅਤੇ ਵੱਧ ਤੋਂ ਵੱਧ ਪਾਣੀ ਪੀਣ ਲਈ ਕਿਹਾ ਹੈ। ਬਜ਼ੁਰਗਾਂ ਅਤੇ ਬੱਚਿਆਂ ਦਾ ਖਾਸ ਧਿਆਨ ਰੱਖਣ ਦੀ ਹਦਾਇਤ ਜਾਰੀ ਕੀਤੀ ਗਈ ਹੈ। ਕਿਸਾਨਾਂ ਨੂੰ ਵੀ ਫਸਲਾਂ ਦੀ ਸਿੰਚਾਈ ਸਵੇਰੇ ਜਾਂ ਸ਼ਾਮ ਵੇਲੇ ਕਰਨ ਦੀ ਸਲਾਹ ਦਿੱਤੀ ਗਈ ਹੈ ਤਾਂ ਜੋ ਪਾਣੀ ਦੀ ਬਚਤ ਹੋ ਸਕੇ ਅਤੇ ਫਸਲ ਨੂੰ ਨੁਕਸਾਨ ਨਾ ਪਹੁੰਚੇ। [363,667,721,709]
home-ministry-body: ਨੇ ਸੂਬਿਆਂ ਨੂੰ ਜਾਰੀ ਹਦਾਇਤਾਂ ਵਿੱਚ ਕਿਹਾ ਹੈ ਕਿ ਸਰਹੱਦੀ ਇਲਾਕਿਆਂ ਵਿੱਚ ਚੌਕਸੀ ਹੋਰ ਵਧਾਈ ਜਾਵੇ। ਸੁਰੱਖਿਆ ਏਜੰਸੀਆਂ ਨੂੰ ਹਾਈ ਅਲਰਟ ਉੱਤੇ ਰੱਖਿਆ ਗਿਆ ਹੈ। ਮੰਤਰਾਲੇ ਨੇ ਕਿਹਾ ਕਿ ਕਿਸੇ ਵੀ ਸ਼ੱਕੀ ਗਤੀਵਿਧੀ ਦੀ ਸੂਚਨਾ ਤੁਰੰਤ ਦਿੱਤੀ ਜਾਵੇ। ਸਰਹੱਦੀ ਪਿੰਡਾਂ ਵਿੱਚ ਰਹਿਣ ਵਾਲੇ ਲੋਕਾਂ ਨੂੰ ਵੀ ਸੁਚੇਤ ਰਹਿਣ ਲਈ ਕਿਹਾ ਗਿਆ ਹੈ। ਇਸ ਤੋਂ ਇਲਾਵਾ ਡਰੋਨ ਗਤੀਵਿਧੀਆਂ ਉੱਤੇ ਨਜ਼ਰ ਰੱਖਣ ਲਈ ਵਿਸ਼ੇਸ਼ ਟੀਮਾਂ ਤਾਇਨਾਤ ਕੀਤੀਆਂ ਗਈਆਂ ਹਨ। ਅਧਿਕਾਰੀਆਂ ਨੇ ਦੱਸਿਆ ਕਿ ਸਰਹੱਦ ਉੱਤੇ ਨਿਗਰਾਨੀ ਲਈ ਆਧੁਨਿਕ ਤਕਨੀਕ ਦੀ ਵਰਤੋਂ ਕੀਤੀ ਜਾ ਰਹੀ ਹੈ ਅਤੇ ਗਸ਼ਤ ਵਧਾ ਦਿੱਤੀ ਗਈ ਹੈ। [363,739,721,791]
